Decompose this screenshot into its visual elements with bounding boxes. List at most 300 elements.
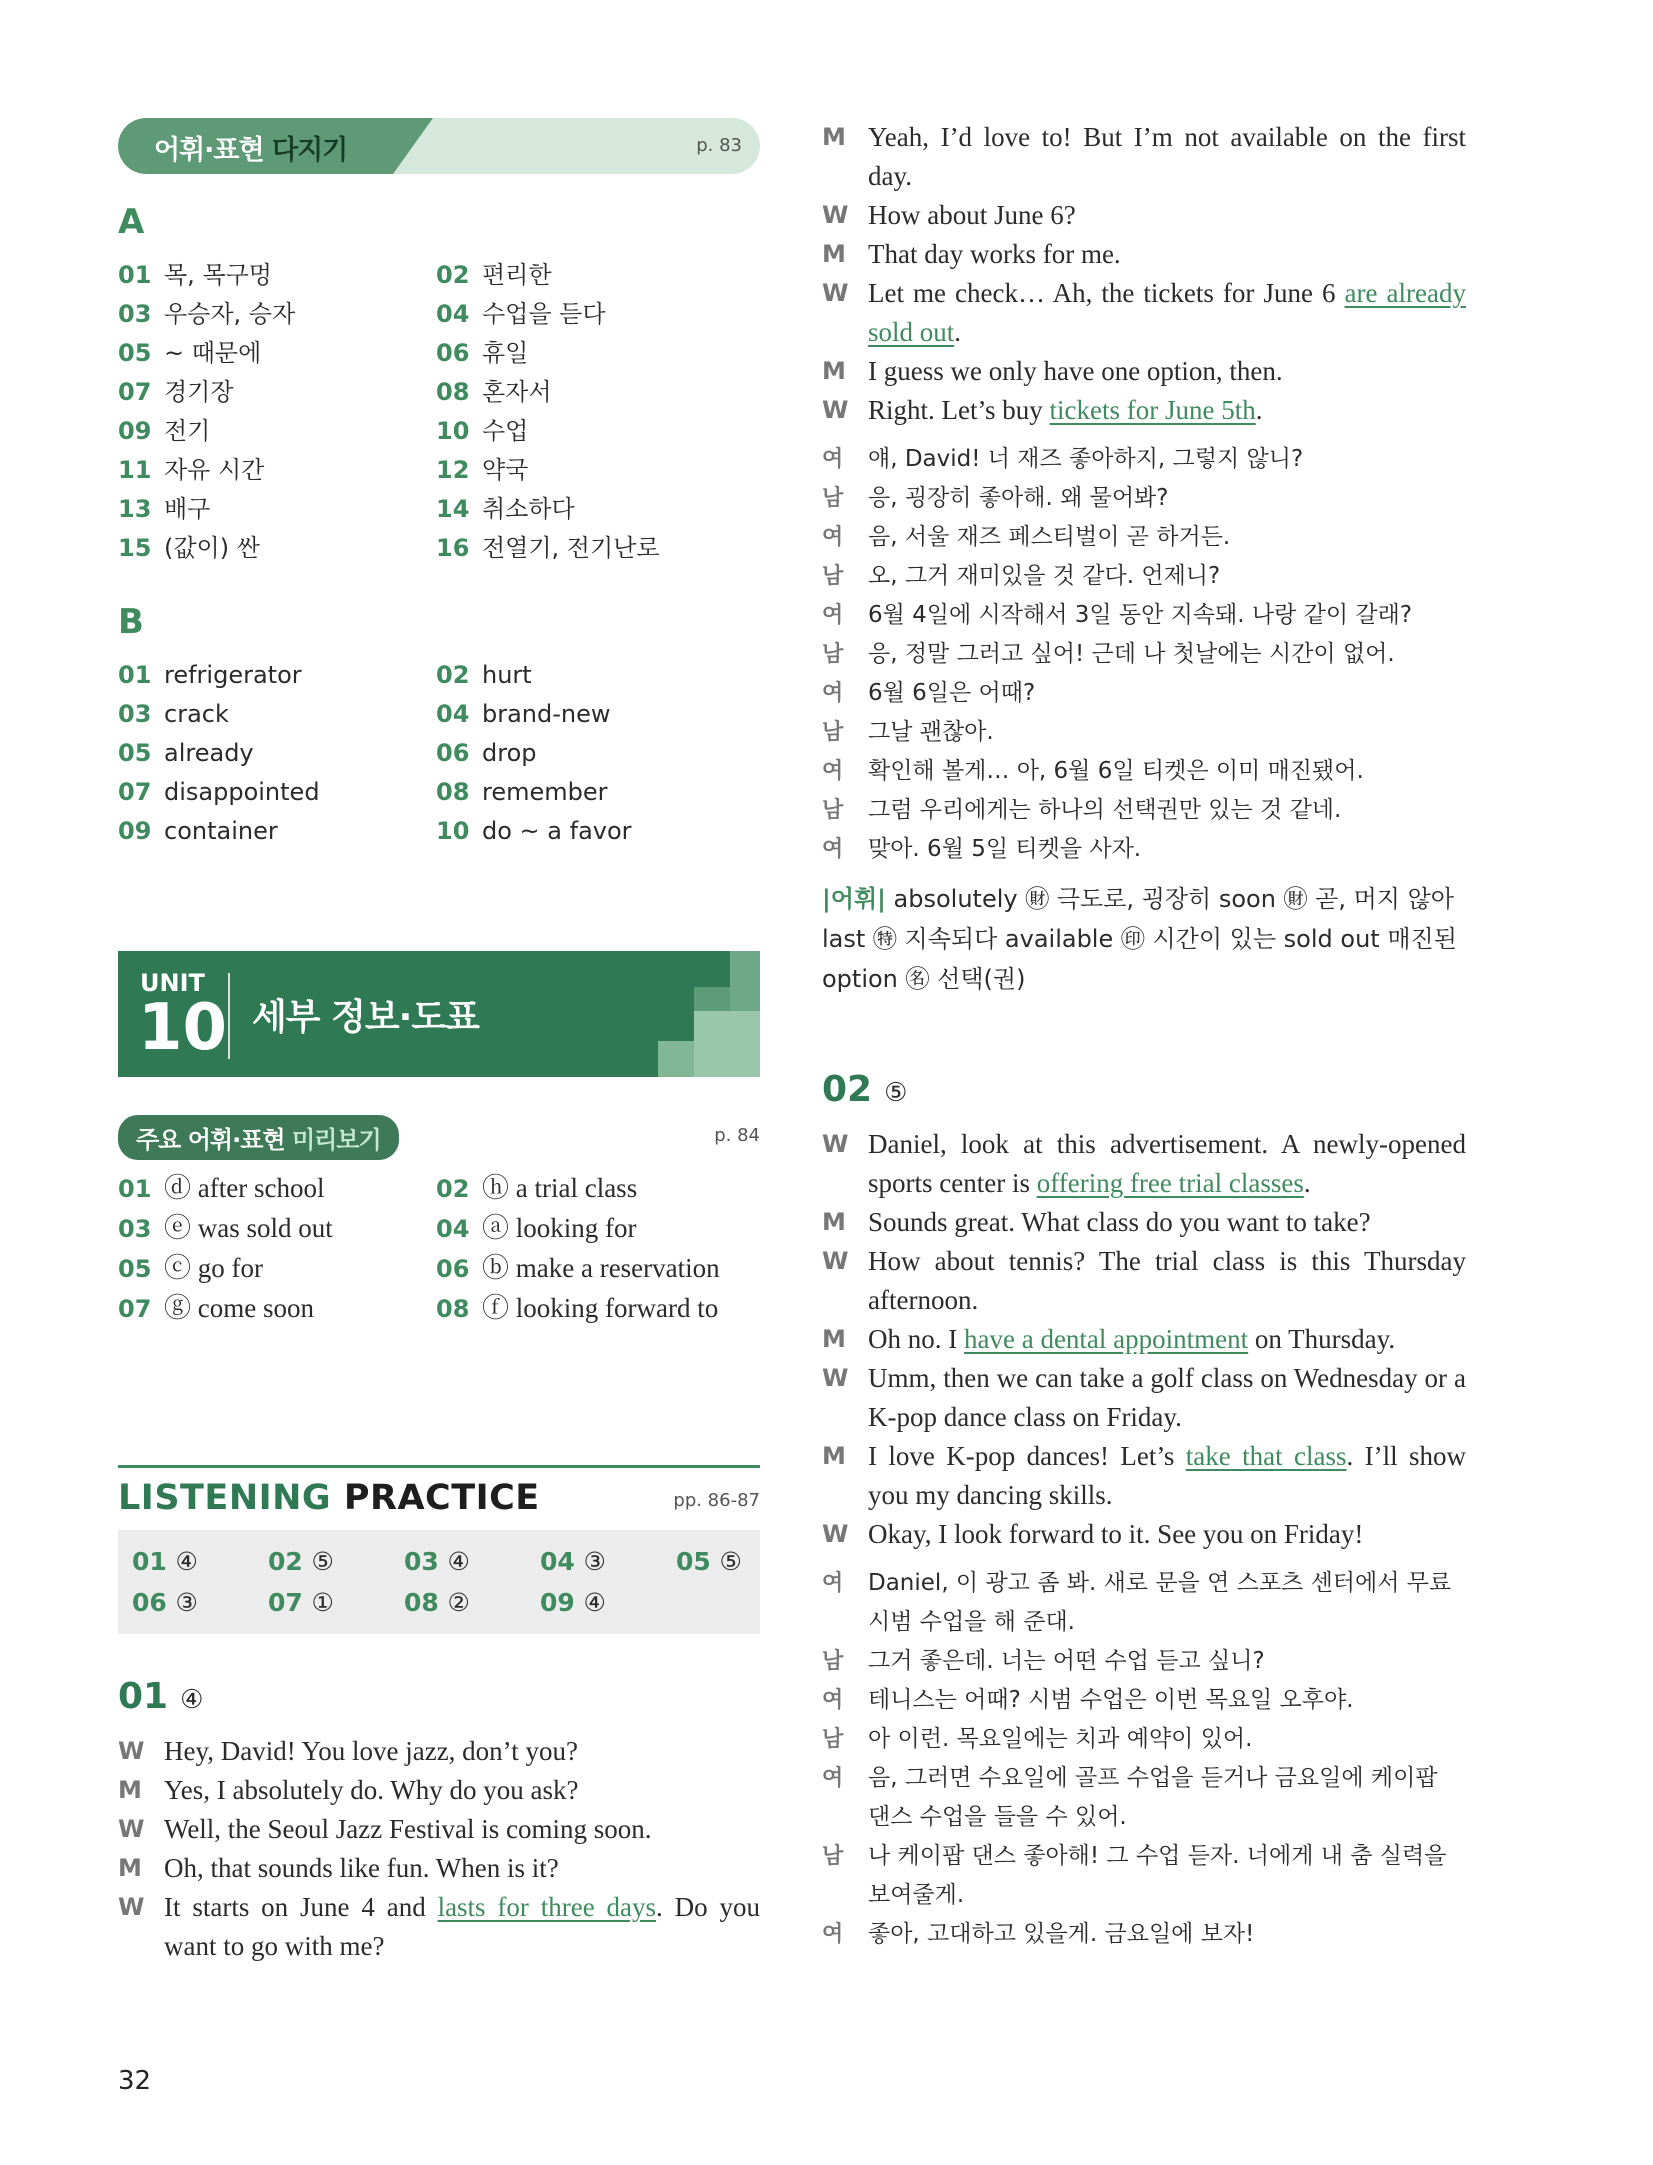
item-text: hurt xyxy=(482,661,532,689)
translation-text: 6월 6일은 어때? xyxy=(868,680,1036,706)
preview-page-ref: p. 84 xyxy=(714,1125,760,1146)
translation-text: 아 이런. 목요일에는 치과 예약이 있어. xyxy=(868,1726,1253,1752)
key-phrase: take that class xyxy=(1185,1441,1347,1471)
dialogue-text xyxy=(868,1437,1466,1515)
key-phrase: tickets for June 5th xyxy=(1049,395,1256,425)
item-text: 휴일 xyxy=(482,339,529,367)
answer-choice: ③ xyxy=(583,1549,606,1576)
translation-text: 확인해 볼게… 아, 6월 6일 티켓은 이미 매진됐어. xyxy=(868,758,1364,784)
translation-line xyxy=(822,830,1466,869)
list-item xyxy=(436,1289,754,1329)
item-number: 04 xyxy=(436,300,470,328)
text-segment: It starts on June 4 and xyxy=(164,1892,438,1922)
translation-text: 좋아, 고대하고 있을게. 금요일에 보자! xyxy=(868,1921,1255,1947)
list-item xyxy=(436,1209,754,1249)
translation-line xyxy=(822,791,1466,830)
item-number: 03 xyxy=(118,1215,152,1243)
translation-line xyxy=(822,596,1466,635)
answer-choice: ⑤ xyxy=(311,1549,334,1576)
list-item xyxy=(436,734,754,773)
item-number: 02 xyxy=(436,661,470,689)
dialogue-text xyxy=(868,274,1466,352)
dialogue-text xyxy=(868,1125,1466,1203)
item-text: 약국 xyxy=(482,456,529,484)
item-text: disappointed xyxy=(164,778,320,806)
item-text: 목, 목구멍 xyxy=(164,261,272,289)
item-text: refrigerator xyxy=(164,661,302,689)
key-phrase: lasts for three days xyxy=(437,1892,657,1922)
item-text: 우승자, 승자 xyxy=(164,300,296,328)
answer-number: 05 xyxy=(676,1547,711,1576)
answer-number: 03 xyxy=(404,1547,439,1576)
vocab-line-2: last ㊕ 지속되다 available ㊞ 시간이 있는 sold out 매진된 xyxy=(822,925,1457,953)
item-number: 04 xyxy=(436,700,470,728)
list-item xyxy=(436,451,754,490)
question-01-heading: 01 ④ xyxy=(118,1676,204,1717)
text-segment: Well, the Seoul Jazz Festival is coming soon. xyxy=(164,1814,652,1844)
translation-line xyxy=(822,440,1466,479)
translation-text: 응, 정말 그러고 싶어! 근데 나 첫날에는 시간이 없어. xyxy=(868,641,1395,667)
dialogue-line xyxy=(118,1849,760,1888)
list-item xyxy=(118,256,436,295)
list-item xyxy=(118,451,436,490)
speaker-label: W xyxy=(822,1520,849,1548)
list-item xyxy=(118,1209,436,1249)
vocab-review-banner xyxy=(118,118,760,174)
item-text: 배구 xyxy=(164,495,211,523)
item-text: ~ 때문에 xyxy=(164,339,262,367)
dialogue-text xyxy=(868,118,1466,196)
unit-divider xyxy=(228,973,230,1059)
dialogue-line xyxy=(822,391,1466,430)
item-number: 14 xyxy=(436,495,470,523)
translation-line xyxy=(822,518,1466,557)
item-number: 03 xyxy=(118,700,152,728)
speaker-label: W xyxy=(118,1815,145,1843)
section-a-list xyxy=(118,256,760,568)
item-number: 07 xyxy=(118,378,152,406)
listening-title: LISTENING PRACTICE xyxy=(118,1478,540,1518)
item-text: 경기장 xyxy=(164,378,234,406)
speaker-label: 여 xyxy=(822,447,844,472)
item-number: 04 xyxy=(436,1215,470,1243)
dialogue-line xyxy=(822,1125,1466,1203)
text-segment: I guess we only have one option, then. xyxy=(868,356,1283,386)
speaker-label: 여 xyxy=(822,837,844,862)
speaker-label: 여 xyxy=(822,525,844,550)
item-text: already xyxy=(164,739,254,767)
item-number: 05 xyxy=(118,739,152,767)
speaker-label: 남 xyxy=(822,1649,844,1674)
dialogue-line xyxy=(118,1888,760,1966)
preview-pill: 주요 어휘·표현 미리보기 xyxy=(118,1115,399,1160)
translation-text: 그럼 우리에게는 하나의 선택권만 있는 것 같네. xyxy=(868,797,1342,823)
list-item xyxy=(436,490,754,529)
dialogue-line xyxy=(822,352,1466,391)
list-item xyxy=(436,412,754,451)
item-number: 15 xyxy=(118,534,152,562)
item-text: ⓔ was sold out xyxy=(164,1213,333,1243)
preview-list xyxy=(118,1169,760,1329)
answer-choice: ⑤ xyxy=(719,1549,742,1576)
answer-item xyxy=(540,1583,676,1624)
item-number: 03 xyxy=(118,300,152,328)
list-item xyxy=(118,373,436,412)
question-01-translation xyxy=(822,440,1466,869)
translation-line xyxy=(822,479,1466,518)
dialogue-text xyxy=(164,1732,578,1771)
dialogue-line xyxy=(118,1732,760,1771)
item-text: ⓗ a trial class xyxy=(482,1173,638,1203)
unit-label: UNIT xyxy=(140,969,205,997)
question-02-translation xyxy=(822,1564,1466,1954)
translation-line xyxy=(822,1564,1466,1642)
translation-text: 나 케이팝 댄스 좋아해! 그 수업 듣자. 너에게 내 춤 실력을 보여줄게. xyxy=(868,1843,1447,1908)
key-phrase: have a dental appointment xyxy=(964,1324,1249,1354)
text-segment: That day works for me. xyxy=(868,239,1121,269)
translation-text: 맞아. 6월 5일 티켓을 사자. xyxy=(868,836,1142,862)
list-item xyxy=(118,334,436,373)
answer-number: 08 xyxy=(404,1588,439,1617)
question-01-dialogue-part1 xyxy=(118,1732,760,1966)
answer-choice: ③ xyxy=(175,1590,198,1617)
key-phrase: are already sold out xyxy=(868,278,1466,347)
text-segment: Let me check… Ah, the tickets for June 6 xyxy=(868,278,1345,308)
list-item xyxy=(436,812,754,851)
speaker-label: W xyxy=(822,279,849,307)
text-segment: . xyxy=(1303,1168,1311,1198)
answer-number: 06 xyxy=(132,1588,167,1617)
answer-number: 09 xyxy=(540,1588,575,1617)
translation-line xyxy=(822,635,1466,674)
text-segment: Oh no. I xyxy=(868,1324,964,1354)
item-text: (값이) 싼 xyxy=(164,534,260,562)
list-item xyxy=(118,734,436,773)
translation-text: 그거 좋은데. 너는 어떤 수업 듣고 싶니? xyxy=(868,1648,1265,1674)
list-item xyxy=(118,1289,436,1329)
list-item xyxy=(436,773,754,812)
answer-number: 07 xyxy=(268,1588,303,1617)
speaker-label: M xyxy=(822,1208,846,1236)
translation-text: 테니스는 어때? 시범 수업은 이번 목요일 오후야. xyxy=(868,1687,1354,1713)
dialogue-line xyxy=(822,1320,1466,1359)
item-number: 08 xyxy=(436,778,470,806)
dialogue-line xyxy=(118,1810,760,1849)
item-text: 편리한 xyxy=(482,261,552,289)
speaker-label: 여 xyxy=(822,681,844,706)
dialogue-line xyxy=(822,1437,1466,1515)
speaker-label: W xyxy=(118,1737,145,1765)
translation-text: 오, 그거 재미있을 것 같다. 언제니? xyxy=(868,563,1221,589)
speaker-label: 남 xyxy=(822,1727,844,1752)
text-segment: How about tennis? The trial class is this Thursday afternoon. xyxy=(868,1246,1466,1315)
dialogue-text xyxy=(868,235,1121,274)
item-number: 05 xyxy=(118,339,152,367)
listening-header xyxy=(118,1468,760,1530)
speaker-label: 여 xyxy=(822,1688,844,1713)
vocab-line-3: option ㊔ 선택(권) xyxy=(822,965,1026,993)
right-column xyxy=(822,118,1466,1954)
answer-item xyxy=(404,1542,540,1583)
speaker-label: 여 xyxy=(822,759,844,784)
answer-item xyxy=(676,1542,776,1583)
item-number: 07 xyxy=(118,1295,152,1323)
item-text: ⓕ looking forward to xyxy=(482,1293,719,1323)
item-text: crack xyxy=(164,700,229,728)
item-text: 전열기, 전기난로 xyxy=(482,534,660,562)
translation-line xyxy=(822,674,1466,713)
translation-line xyxy=(822,713,1466,752)
speaker-label: M xyxy=(822,357,846,385)
item-number: 10 xyxy=(436,817,470,845)
listening-practice-box xyxy=(118,1465,760,1634)
text-segment: Umm, then we can take a golf class on Wednesday or a K-pop dance class on Friday. xyxy=(868,1363,1466,1432)
item-number: 02 xyxy=(436,1175,470,1203)
item-text: 수업 xyxy=(482,417,529,445)
text-segment: Right. Let’s buy xyxy=(868,395,1050,425)
text-segment: Yes, I absolutely do. Why do you ask? xyxy=(164,1775,579,1805)
text-segment: Hey, David! You love jazz, don’t you? xyxy=(164,1736,578,1766)
vocab-line-1: |어휘| absolutely ㊖ 극도로, 굉장히 soon ㊖ 곧, 머지 않아 xyxy=(822,885,1454,913)
translation-line xyxy=(822,1681,1466,1720)
list-item xyxy=(118,1169,436,1209)
section-b-letter: B xyxy=(118,602,144,642)
dialogue-text xyxy=(868,1320,1395,1359)
text-segment: Okay, I look forward to it. See you on Friday! xyxy=(868,1519,1364,1549)
translation-line xyxy=(822,1642,1466,1681)
item-number: 05 xyxy=(118,1255,152,1283)
speaker-label: 남 xyxy=(822,486,844,511)
text-segment: . Do you want to go with me? xyxy=(164,1892,760,1961)
section-a-letter: A xyxy=(118,202,145,242)
list-item xyxy=(118,412,436,451)
banner-title: 어휘·표현 다지기 xyxy=(154,135,348,166)
dialogue-line xyxy=(822,1203,1466,1242)
list-item xyxy=(118,295,436,334)
list-item xyxy=(436,1249,754,1289)
speaker-label: W xyxy=(118,1893,145,1921)
translation-text: 6월 4일에 시작해서 3일 동안 지속돼. 나랑 같이 갈래? xyxy=(868,602,1413,628)
speaker-label: 남 xyxy=(822,798,844,823)
question-02-dialogue xyxy=(822,1125,1466,1554)
dialogue-text xyxy=(868,352,1283,391)
answer-item xyxy=(132,1542,268,1583)
dialogue-text xyxy=(868,391,1262,430)
item-text: drop xyxy=(482,739,537,767)
speaker-label: W xyxy=(822,1364,849,1392)
speaker-label: 남 xyxy=(822,642,844,667)
translation-text: Daniel, 이 광고 좀 봐. 새로 문을 연 스포츠 센터에서 무료 시범 수업을 해 준대. xyxy=(868,1570,1452,1635)
text-segment: . xyxy=(954,317,962,347)
speaker-label: M xyxy=(822,1442,846,1470)
item-text: ⓖ come soon xyxy=(164,1293,314,1323)
item-text: 수업을 듣다 xyxy=(482,300,606,328)
list-item xyxy=(436,1169,754,1209)
list-item xyxy=(118,695,436,734)
text-segment: on Thursday. xyxy=(1248,1324,1396,1354)
item-number: 07 xyxy=(118,778,152,806)
item-text: 취소하다 xyxy=(482,495,575,523)
dialogue-text xyxy=(868,1515,1363,1554)
translation-line xyxy=(822,1759,1466,1837)
translation-line xyxy=(822,1720,1466,1759)
list-item xyxy=(436,373,754,412)
translation-text: 응, 굉장히 좋아해. 왜 물어봐? xyxy=(868,485,1169,511)
speaker-label: 여 xyxy=(822,603,844,628)
item-number: 09 xyxy=(118,817,152,845)
unit-number: 10 xyxy=(138,991,228,1065)
page-number: 32 xyxy=(118,2066,152,2096)
answer-choice: ④ xyxy=(447,1549,470,1576)
item-text: do ~ a favor xyxy=(482,817,632,845)
key-phrase: offering free trial classes xyxy=(1036,1168,1304,1198)
dialogue-line xyxy=(822,196,1466,235)
speaker-label: M xyxy=(822,240,846,268)
speaker-label: 남 xyxy=(822,564,844,589)
item-number: 01 xyxy=(118,261,152,289)
item-number: 09 xyxy=(118,417,152,445)
text-segment: Sounds great. What class do you want to take? xyxy=(868,1207,1371,1237)
answer-choice: ① xyxy=(311,1590,334,1617)
dialogue-text xyxy=(164,1810,652,1849)
translation-line xyxy=(822,752,1466,791)
dialogue-line xyxy=(822,235,1466,274)
item-number: 06 xyxy=(436,1255,470,1283)
answer-item xyxy=(132,1583,268,1624)
speaker-label: 여 xyxy=(822,1922,844,1947)
item-number: 10 xyxy=(436,417,470,445)
speaker-label: 남 xyxy=(822,1844,844,1869)
item-number: 06 xyxy=(436,739,470,767)
list-item xyxy=(436,695,754,734)
unit-deco-block xyxy=(658,1041,694,1077)
dialogue-line xyxy=(118,1771,760,1810)
speaker-label: 여 xyxy=(822,1571,844,1596)
list-item xyxy=(436,656,754,695)
answer-key xyxy=(118,1530,760,1634)
text-segment: Oh, that sounds like fun. When is it? xyxy=(164,1853,559,1883)
list-item xyxy=(118,656,436,695)
answer-item xyxy=(540,1542,676,1583)
preview-header xyxy=(118,1115,760,1159)
dialogue-text xyxy=(164,1771,578,1810)
speaker-label: 여 xyxy=(822,1766,844,1791)
translation-text: 얘, David! 너 재즈 좋아하지, 그렇지 않니? xyxy=(868,446,1304,472)
answer-item xyxy=(268,1583,404,1624)
dialogue-text xyxy=(868,1359,1466,1437)
item-number: 01 xyxy=(118,661,152,689)
speaker-label: 남 xyxy=(822,720,844,745)
answer-choice: ④ xyxy=(175,1549,198,1576)
dialogue-text xyxy=(868,196,1076,235)
dialogue-text xyxy=(164,1888,760,1966)
item-number: 16 xyxy=(436,534,470,562)
item-text: 전기 xyxy=(164,417,211,445)
translation-text: 음, 서울 재즈 페스티벌이 곧 하거든. xyxy=(868,524,1231,550)
item-text: brand-new xyxy=(482,700,611,728)
dialogue-text xyxy=(868,1242,1466,1320)
question-01-vocab xyxy=(822,879,1466,999)
answer-number: 01 xyxy=(132,1547,167,1576)
dialogue-text xyxy=(868,1203,1371,1242)
list-item xyxy=(118,490,436,529)
item-number: 11 xyxy=(118,456,152,484)
dialogue-line xyxy=(822,118,1466,196)
speaker-label: W xyxy=(822,1247,849,1275)
left-column xyxy=(118,118,760,1966)
question-02-heading: 02 ⑤ xyxy=(822,1069,908,1110)
text-segment: Daniel, look at this advertisement. A newly-opened sports center is xyxy=(868,1129,1466,1198)
list-item xyxy=(436,295,754,334)
unit-title: 세부 정보·도표 xyxy=(252,997,479,1038)
unit-banner xyxy=(118,951,760,1077)
list-item xyxy=(118,812,436,851)
item-number: 02 xyxy=(436,261,470,289)
dialogue-line xyxy=(822,1359,1466,1437)
text-segment: . xyxy=(1255,395,1263,425)
answer-item xyxy=(268,1542,404,1583)
dialogue-line xyxy=(822,1242,1466,1320)
translation-text: 그날 괜찮아. xyxy=(868,719,994,745)
banner-page-ref: p. 83 xyxy=(696,135,742,156)
item-text: 자유 시간 xyxy=(164,456,265,484)
speaker-label: W xyxy=(822,396,849,424)
item-text: ⓓ after school xyxy=(164,1173,325,1203)
dialogue-line xyxy=(822,274,1466,352)
item-number: 06 xyxy=(436,339,470,367)
speaker-label: M xyxy=(118,1776,142,1804)
list-item xyxy=(436,256,754,295)
text-segment: . I’ll show you my dancing skills. xyxy=(868,1441,1466,1510)
speaker-label: M xyxy=(822,123,846,151)
listening-page-ref: pp. 86-87 xyxy=(673,1490,760,1511)
item-text: ⓑ make a reservation xyxy=(482,1253,720,1283)
dialogue-line xyxy=(822,1515,1466,1554)
dialogue-text xyxy=(164,1849,559,1888)
item-text: ⓒ go for xyxy=(164,1253,263,1283)
answer-item xyxy=(404,1583,540,1624)
answer-number: 02 xyxy=(268,1547,303,1576)
translation-line xyxy=(822,1837,1466,1915)
speaker-label: W xyxy=(822,201,849,229)
item-text: ⓐ looking for xyxy=(482,1213,637,1243)
list-item xyxy=(118,529,436,568)
answer-choice: ④ xyxy=(583,1590,606,1617)
text-segment: Yeah, I’d love to! But I’m not available on the first day. xyxy=(868,122,1466,191)
item-number: 08 xyxy=(436,1295,470,1323)
list-item xyxy=(436,334,754,373)
item-text: container xyxy=(164,817,278,845)
speaker-label: M xyxy=(822,1325,846,1353)
answer-choice: ② xyxy=(447,1590,470,1617)
translation-text: 음, 그러면 수요일에 골프 수업을 듣거나 금요일에 케이팝 댄스 수업을 들을 수 있어. xyxy=(868,1765,1438,1830)
question-01-dialogue-part2 xyxy=(822,118,1466,430)
list-item xyxy=(436,529,754,568)
unit-deco-block xyxy=(694,1011,760,1077)
item-number: 12 xyxy=(436,456,470,484)
answer-number: 04 xyxy=(540,1547,575,1576)
text-segment: I love K-pop dances! Let’s xyxy=(868,1441,1186,1471)
item-number: 01 xyxy=(118,1175,152,1203)
item-text: 혼자서 xyxy=(482,378,552,406)
item-number: 13 xyxy=(118,495,152,523)
speaker-label: M xyxy=(118,1854,142,1882)
item-text: remember xyxy=(482,778,608,806)
translation-line xyxy=(822,557,1466,596)
section-b-list xyxy=(118,656,760,851)
speaker-label: W xyxy=(822,1130,849,1158)
list-item xyxy=(118,773,436,812)
